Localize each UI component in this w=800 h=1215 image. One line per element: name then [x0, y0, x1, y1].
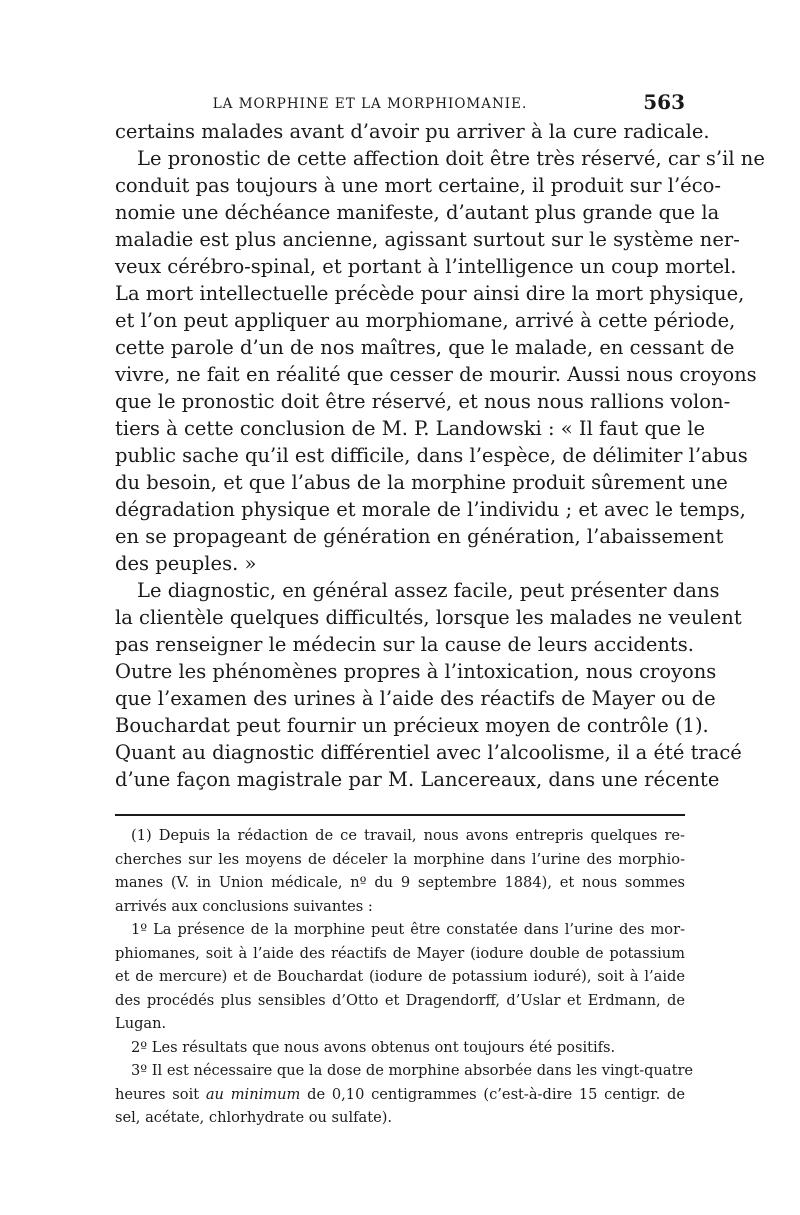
body-line: veux cérébro-spinal, et portant à l’intelligence un coup mortel. [115, 255, 737, 278]
footnote [115, 824, 694, 1130]
running-title: LA MORPHINE ET LA MORPHIOMANIE. [212, 96, 528, 112]
body-line: Bouchardat peut fournir un précieux moyen de contrôle (1). [115, 714, 709, 737]
footnote-line [115, 1083, 685, 1107]
body-line: en se propageant de génération en génération, l’abaissement [115, 525, 724, 548]
body-line: Outre les phénomènes propres à l’intoxication, nous croyons [115, 660, 717, 683]
footnote-line: et de mercure) et de Bouchardat (iodure de potassium ioduré), soit à l’aide [115, 968, 685, 985]
body-line: conduit pas toujours à une mort certaine, il produit sur l’éco- [115, 174, 721, 197]
page-number: 563 [643, 90, 685, 114]
footnote-divider [115, 814, 685, 816]
body-line: tiers à cette conclusion de M. P. Landowski : « Il faut que le [115, 417, 705, 440]
footnote-line: manes (V. in Union médicale, nº du 9 septembre 1884), et nous sommes [115, 874, 685, 891]
body-text [115, 118, 765, 793]
body-line: pas renseigner le médecin sur la cause de leurs accidents. [115, 633, 694, 656]
footnote-line: des procédés plus sensibles d’Otto et Dragendorff, d’Uslar et Erdmann, de [115, 991, 685, 1009]
body-line: vivre, ne fait en réalité que cesser de mourir. Aussi nous croyons [115, 363, 757, 386]
running-head [115, 90, 685, 120]
footnote-line: phiomanes, soit à l’aide des réactifs de Mayer (iodure double de potassium [115, 944, 685, 962]
body-line: et l’on peut appliquer au morphiomane, arrivé à cette période, [115, 309, 736, 332]
footnote-line: 1º La présence de la morphine peut être constatée dans l’urine des mor- [131, 921, 685, 938]
body-line: La mort intellectuelle précède pour ainsi dire la mort physique, [115, 282, 745, 305]
footnote-text: heures soit [115, 1085, 206, 1103]
body-line: dégradation physique et morale de l’individu ; et avec le temps, [115, 498, 746, 521]
body-line: que le pronostic doit être réservé, et nous nous rallions volon- [115, 390, 731, 413]
body-line: Quant au diagnostic différentiel avec l’alcoolisme, il a été tracé [115, 741, 742, 764]
body-line: d’une façon magistrale par M. Lancereaux, dans une récente [115, 768, 720, 791]
footnote-line: arrivés aux conclusions suivantes : [115, 897, 373, 915]
footnote-text: de 0,10 centigrammes (c’est-à-dire 15 centigr. de [300, 1085, 686, 1103]
body-line: nomie une déchéance manifeste, d’autant plus grande que la [115, 201, 720, 224]
footnote-line: sel, acétate, chlorhydrate ou sulfate). [115, 1109, 393, 1126]
body-line: la clientèle quelques difficultés, lorsque les malades ne veulent [115, 606, 742, 629]
body-line: que l’examen des urines à l’aide des réactifs de Mayer ou de [115, 687, 716, 710]
footnote-line: Lugan. [115, 1015, 167, 1032]
body-line: maladie est plus ancienne, agissant surtout sur le système ner- [115, 228, 740, 251]
body-line: certains malades avant d’avoir pu arriver à la cure radicale. [115, 120, 710, 143]
footnote-line: cherches sur les moyens de déceler la morphine dans l’urine des morphio- [115, 850, 685, 868]
body-line: cette parole d’un de nos maîtres, que le malade, en cessant de [115, 336, 735, 359]
footnote-line: 3º Il est nécessaire que la dose de morphine absorbée dans les vingt-quatre [131, 1062, 694, 1079]
body-line: des peuples. » [115, 552, 257, 575]
footnote-italic-text: au minimum [205, 1085, 301, 1103]
body-line: public sache qu’il est difficile, dans l’espèce, de délimiter l’abus [115, 444, 748, 467]
footnote-line: 2º Les résultats que nous avons obtenus ont toujours été positifs. [131, 1038, 616, 1056]
footnote-line: (1) Depuis la rédaction de ce travail, nous avons entrepris quelques re- [131, 827, 685, 844]
body-line: Le diagnostic, en général assez facile, peut présenter dans [137, 579, 720, 602]
body-line: du besoin, et que l’abus de la morphine produit sûrement une [115, 471, 728, 494]
body-line: Le pronostic de cette affection doit être très réservé, car s’il ne [137, 147, 765, 170]
